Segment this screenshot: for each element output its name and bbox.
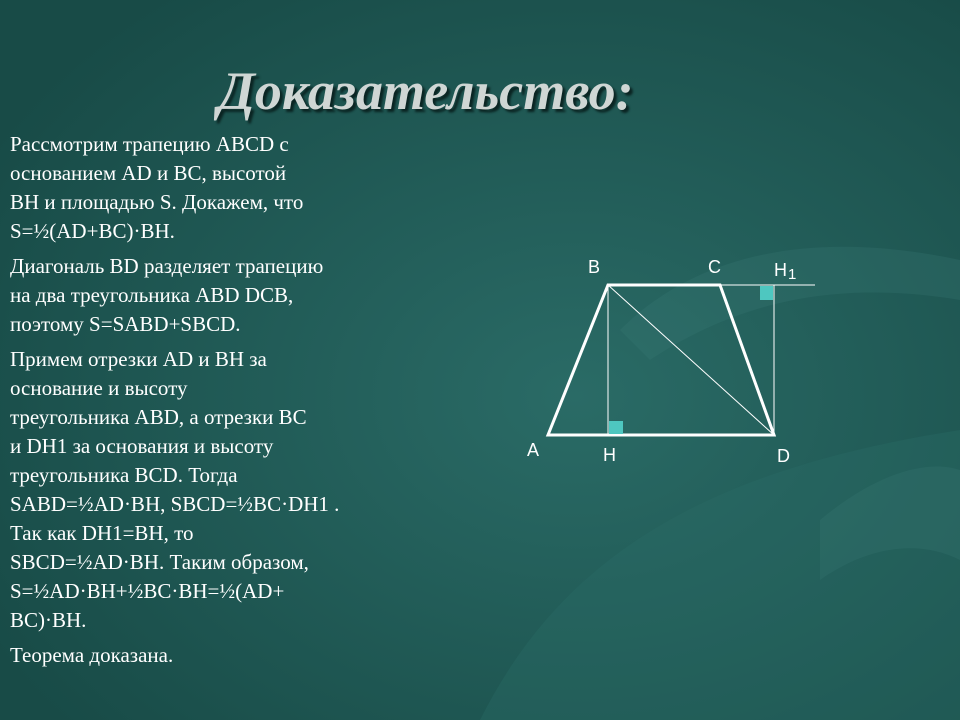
text-line: основание и высоту: [10, 376, 188, 400]
text-line: BC)·BH.: [10, 608, 87, 632]
label-d: D: [777, 446, 790, 466]
text-line: и DH1 за основания и высоту: [10, 434, 274, 458]
diagonal-bd: [608, 285, 774, 435]
label-h1: H: [774, 260, 787, 280]
label-c: C: [708, 257, 721, 277]
text-line: поэтому S=SABD+SBCD.: [10, 312, 241, 336]
text-line: Так как DH1=BH, то: [10, 521, 194, 545]
text-line: на два треугольника ABD DCB,: [10, 283, 294, 307]
text-line: SBCD=½AD·BH. Таким образом,: [10, 550, 309, 574]
text-line: треугольника ABD, а отрезки BC: [10, 405, 307, 429]
label-h: H: [603, 445, 616, 465]
text-line: BH и площадью S. Докажем, что: [10, 190, 304, 214]
text-line: Теорема доказана.: [10, 643, 174, 667]
right-angle-marker-h1: [760, 286, 773, 300]
text-line: S=½(AD+BC)·BH.: [10, 219, 175, 243]
label-b: B: [588, 257, 601, 277]
text-line: Диагональ BD разделяет трапецию: [10, 254, 324, 278]
text-line: Рассмотрим трапецию ABCD с: [10, 132, 289, 156]
label-a: A: [527, 440, 540, 460]
right-angle-marker-h: [609, 421, 623, 434]
text-line: Примем отрезки AD и BH за: [10, 347, 267, 371]
slide-title: Доказательство:: [218, 61, 634, 121]
text-line: SABD=½AD·BH, SBCD=½BC·DH1 .: [10, 492, 340, 516]
text-line: S=½AD·BH+½BC·BH=½(AD+: [10, 579, 285, 603]
text-line: треугольника BCD. Тогда: [10, 463, 238, 487]
label-h1-subscript: 1: [788, 266, 797, 283]
trapezoid-abcd: [548, 285, 774, 435]
text-line: основанием AD и BC, высотой: [10, 161, 287, 185]
